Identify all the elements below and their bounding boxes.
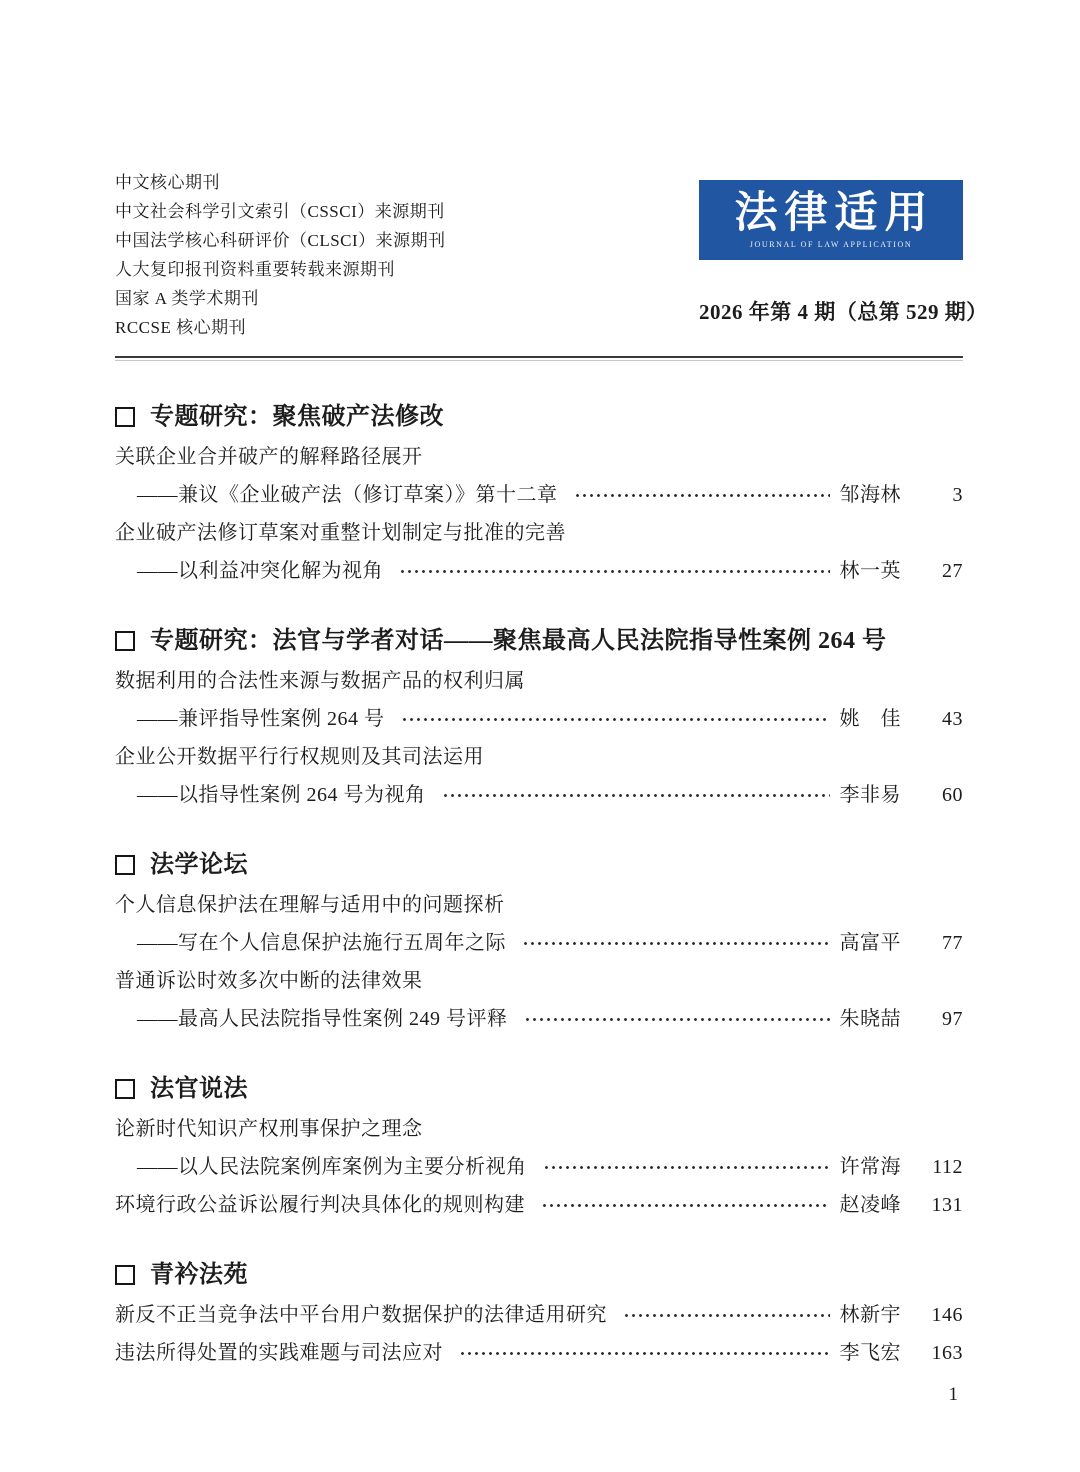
dot-leader xyxy=(459,1347,830,1360)
article-page-number: 146 xyxy=(931,1304,963,1326)
section-header xyxy=(115,625,963,657)
section-title: 法学论坛 xyxy=(150,852,248,878)
accolade-line: 中文社会科学引文索引（CSSCI）来源期刊 xyxy=(115,202,445,221)
article-subtitle-row xyxy=(115,482,963,509)
article-page-number: 27 xyxy=(942,560,963,582)
dot-leader xyxy=(574,489,830,502)
article-title: 普通诉讼时效多次中断的法律效果 xyxy=(115,970,423,992)
section-marker-square xyxy=(115,407,135,427)
dot-leader xyxy=(623,1309,830,1322)
content-area xyxy=(115,0,988,1367)
journal-subtitle: JOURNAL OF LAW APPLICATION xyxy=(749,239,913,249)
journal-logo-box xyxy=(699,180,963,260)
issue-info: 2026 年第 4 期（总第 529 期） xyxy=(699,300,988,324)
article-page-number: 77 xyxy=(942,932,963,954)
article-subtitle: ——兼议《企业破产法（修订草案）》第十二章 xyxy=(137,484,558,506)
article-title: 环境行政公益诉讼履行判决具体化的规则构建 xyxy=(115,1194,525,1216)
article-subtitle: ——以人民法院案例库案例为主要分析视角 xyxy=(137,1156,527,1178)
article-subtitle: ——最高人民法院指导性案例 249 号评释 xyxy=(137,1008,508,1030)
accolade-line: 人大复印报刊资料重要转载来源期刊 xyxy=(115,260,395,279)
article-title: 数据利用的合法性来源与数据产品的权利归属 xyxy=(115,670,525,692)
article-page-number: 43 xyxy=(942,708,963,730)
section-header xyxy=(115,401,963,433)
dot-leader xyxy=(541,1199,830,1212)
article-subtitle-row xyxy=(115,558,963,585)
article-subtitle: ——写在个人信息保护法施行五周年之际 xyxy=(137,932,506,954)
article-title: 新反不正当竞争法中平台用户数据保护的法律适用研究 xyxy=(115,1304,607,1326)
article-author: 林新宇 xyxy=(839,1304,901,1326)
article-page-number: 131 xyxy=(931,1194,963,1216)
article-subtitle-row xyxy=(115,930,963,957)
journal-accolades-list xyxy=(115,168,446,342)
article-author: 李非易 xyxy=(839,784,901,806)
accolade-line: RCCSE 核心期刊 xyxy=(115,318,247,337)
section-title: 专题研究：聚焦破产法修改 xyxy=(150,404,444,430)
article-single-row xyxy=(115,1302,963,1329)
article-title: 违法所得处置的实践难题与司法应对 xyxy=(115,1342,443,1364)
section-guiding-case-264 xyxy=(115,625,963,809)
article-author: 高富平 xyxy=(839,932,901,954)
article-single-row xyxy=(115,1192,963,1219)
article-page-number: 163 xyxy=(931,1342,963,1364)
article-page-number: 112 xyxy=(932,1156,963,1178)
accolade-line: 国家 A 类学术期刊 xyxy=(115,289,259,308)
section-header xyxy=(115,849,963,881)
article-subtitle-row xyxy=(115,706,963,733)
dot-leader xyxy=(522,937,830,950)
section-marker-square xyxy=(115,1265,135,1285)
article-page-number: 97 xyxy=(942,1008,963,1030)
article-title: 个人信息保护法在理解与适用中的问题探析 xyxy=(115,894,505,916)
section-law-forum xyxy=(115,849,963,1033)
section-young-scholars xyxy=(115,1259,963,1367)
section-header xyxy=(115,1259,963,1291)
accolade-line: 中国法学核心科研评价（CLSCI）来源期刊 xyxy=(115,231,446,250)
article-subtitle-row xyxy=(115,1006,963,1033)
section-marker-square xyxy=(115,855,135,875)
article-author: 林一英 xyxy=(839,560,901,582)
article-subtitle: ——以指导性案例 264 号为视角 xyxy=(137,784,426,806)
section-marker-square xyxy=(115,1079,135,1099)
section-judges-speak xyxy=(115,1073,963,1219)
article-title: 论新时代知识产权刑事保护之理念 xyxy=(115,1118,423,1140)
footer-page-number: 1 xyxy=(948,1384,958,1405)
article-title: 关联企业合并破产的解释路径展开 xyxy=(115,446,423,468)
article-single-row xyxy=(115,1340,963,1367)
article-page-number: 3 xyxy=(952,484,963,506)
journal-title: 法律适用 xyxy=(734,189,935,237)
article-subtitle: ——兼评指导性案例 264 号 xyxy=(137,708,385,730)
article-author: 姚 佳 xyxy=(839,708,901,730)
article-author: 赵凌峰 xyxy=(839,1194,901,1216)
article-page-number: 60 xyxy=(942,784,963,806)
dot-leader xyxy=(401,713,830,726)
article-author: 李飞宏 xyxy=(839,1342,901,1364)
article-subtitle-row xyxy=(115,782,963,809)
article-author: 朱晓喆 xyxy=(839,1008,901,1030)
dot-leader xyxy=(543,1161,830,1174)
section-marker-square xyxy=(115,631,135,651)
section-title: 青衿法苑 xyxy=(150,1262,248,1288)
section-header xyxy=(115,1073,963,1105)
journal-masthead-column xyxy=(699,180,988,342)
header-divider-rule xyxy=(115,356,963,361)
article-author: 邹海林 xyxy=(839,484,901,506)
article-subtitle: ——以利益冲突化解为视角 xyxy=(137,560,383,582)
article-title: 企业公开数据平行行权规则及其司法运用 xyxy=(115,746,484,768)
article-author: 许常海 xyxy=(839,1156,901,1178)
dot-leader xyxy=(442,789,830,802)
article-title: 企业破产法修订草案对重整计划制定与批准的完善 xyxy=(115,522,566,544)
dot-leader xyxy=(399,565,830,578)
dot-leader xyxy=(524,1013,830,1026)
page-header xyxy=(115,0,988,342)
article-subtitle-row xyxy=(115,1154,963,1181)
section-bankruptcy-law xyxy=(115,401,963,585)
accolade-line: 中文核心期刊 xyxy=(115,173,220,192)
section-title: 法官说法 xyxy=(150,1076,248,1102)
section-title: 专题研究：法官与学者对话——聚焦最高人民法院指导性案例 264 号 xyxy=(150,628,887,654)
